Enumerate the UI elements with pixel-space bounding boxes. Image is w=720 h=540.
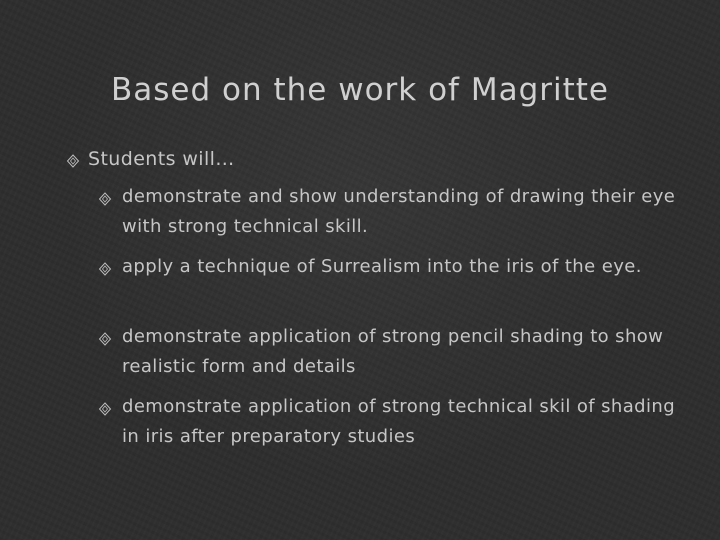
list-item-text: apply a technique of Surrealism into the iris of the eye.: [122, 256, 642, 277]
list-item: [98, 188, 677, 242]
diamond-bullet-icon: [98, 332, 112, 346]
intro-text: Students will…: [88, 148, 235, 170]
list-item: [98, 328, 677, 382]
list-item-text: demonstrate application of strong pencil shading to show realistic form and details: [122, 326, 664, 377]
diamond-bullet-icon: [98, 262, 112, 276]
list-item-text: demonstrate and show understanding of drawing their eye with strong technical skill.: [122, 186, 676, 237]
slide-title: Based on the work of Magritte: [111, 72, 609, 108]
diamond-bullet-icon: [98, 402, 112, 416]
list-item-text: demonstrate application of strong technical skil of shading in iris after preparatory studies: [122, 396, 676, 447]
list-item: [98, 398, 677, 452]
intro-bullet: [66, 150, 235, 174]
list-item: [98, 258, 677, 282]
diamond-bullet-icon: [98, 192, 112, 206]
diamond-bullet-icon: [66, 154, 80, 168]
